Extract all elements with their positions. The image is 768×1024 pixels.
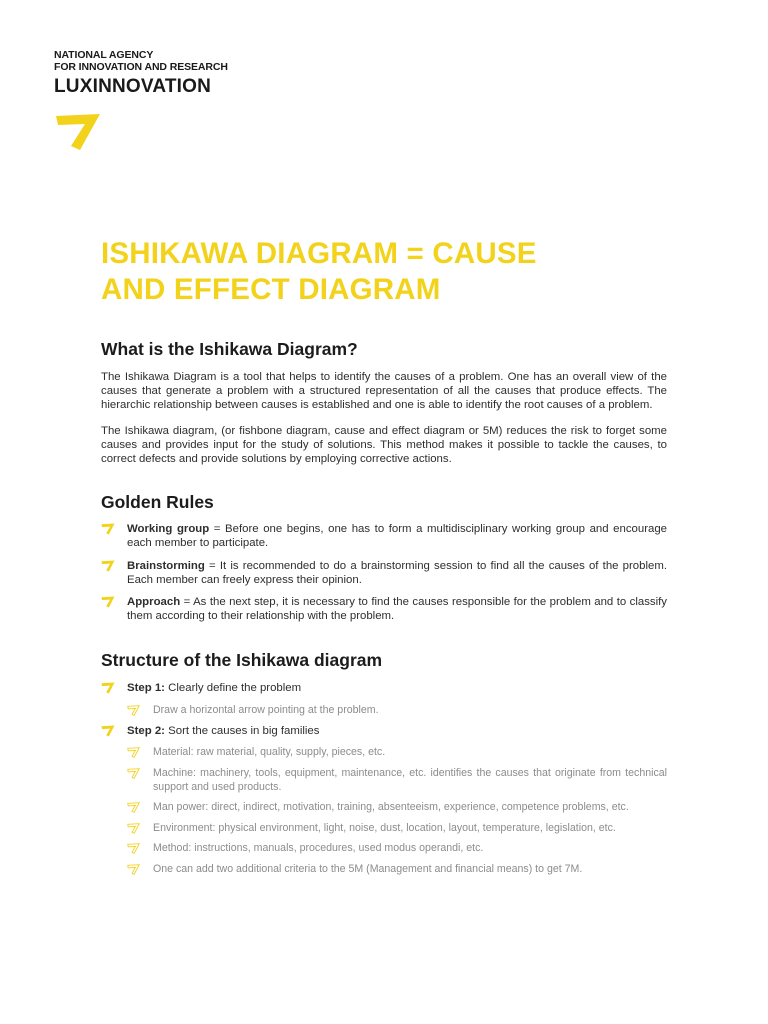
sub-item-text: Method: instructions, manuals, procedures, used modus operandi, etc. — [153, 842, 484, 855]
outline-arrow-bullet-icon — [127, 823, 140, 834]
sub-item-text: One can add two additional criteria to the 5M (Management and financial means) to get 7M. — [153, 863, 583, 875]
title-line-2: AND EFFECT DIAGRAM — [101, 273, 441, 306]
sub-item — [101, 704, 667, 718]
what-paragraph-2: The Ishikawa diagram, (or fishbone diagram, cause and effect diagram or 5M) reduces the risk to forget some causes and provides input for the study of solutions. This method makes it possible to tackle the causes, to correct defects and provide solutions by employing corrective actions. — [101, 424, 667, 466]
agency-logo — [54, 50, 228, 97]
sub-item-text: Environment: physical environment, light, noise, dust, location, layout, temperature, legislation, etc. — [153, 821, 616, 834]
step-2 — [101, 724, 667, 738]
sub-item — [101, 767, 667, 794]
yellow-arrow-bullet-icon — [101, 682, 115, 694]
luxinnovation-arrow-mark-icon — [54, 112, 102, 152]
step-label: Step 1: — [127, 682, 165, 695]
golden-rules-heading: Golden Rules — [101, 492, 214, 513]
sub-item-text: Material: raw material, quality, supply, pieces, etc. — [153, 746, 386, 759]
rule-term: Brainstorming — [127, 559, 205, 572]
brand-name: LUXINNOVATION — [54, 76, 212, 97]
step-1 — [101, 681, 667, 695]
agency-name-line1: NATIONAL AGENCY — [54, 49, 154, 61]
outline-arrow-bullet-icon — [127, 705, 140, 716]
rule-text: = It is recommended to do a brainstorming session to find all the causes of the problem. Each member can freely express their opinion. — [127, 559, 667, 586]
outline-arrow-bullet-icon — [127, 768, 140, 779]
yellow-arrow-bullet-icon — [101, 725, 115, 737]
content — [101, 338, 667, 884]
step-text: Sort the causes in big families — [164, 725, 320, 738]
outline-arrow-bullet-icon — [127, 864, 140, 875]
sub-item — [101, 863, 667, 877]
step-text: Clearly define the problem — [164, 682, 302, 695]
rule-term: Approach — [127, 596, 181, 609]
sub-item — [101, 822, 667, 836]
sub-item — [101, 801, 667, 815]
title-line-1: ISHIKAWA DIAGRAM = CAUSE — [101, 237, 537, 270]
outline-arrow-bullet-icon — [127, 747, 140, 758]
yellow-arrow-bullet-icon — [101, 523, 115, 535]
sub-item — [101, 842, 667, 856]
sub-item-text: Draw a horizontal arrow pointing at the problem. — [153, 703, 379, 716]
yellow-arrow-bullet-icon — [101, 560, 115, 572]
what-paragraph-1: The Ishikawa Diagram is a tool that helps to identify the causes of a problem. One has an overall view of the causes that generate a problem with a structured representation of all the causes that produce effects. The hierarchic relationship between causes is established and one is able to identify the root causes of a problem. — [101, 371, 667, 412]
rule-text: = Before one begins, one has to form a multidisciplinary working group and encourage each member to participate. — [127, 523, 668, 550]
what-heading: What is the Ishikawa Diagram? — [101, 339, 358, 359]
rule-term: Working group — [127, 523, 210, 536]
structure-heading: Structure of the Ishikawa diagram — [101, 650, 383, 671]
yellow-arrow-bullet-icon — [101, 596, 115, 608]
rule-item — [101, 559, 667, 587]
rule-item — [101, 522, 667, 550]
sub-item-text: Man power: direct, indirect, motivation, training, absenteeism, experience, competence problems, etc. — [153, 801, 629, 814]
rule-text: = As the next step, it is necessary to find the causes responsible for the problem and to classify them according to their relationship with the problem. — [127, 596, 667, 623]
step-label: Step 2: — [127, 725, 165, 738]
sub-item — [101, 746, 667, 760]
page-title — [101, 236, 661, 308]
outline-arrow-bullet-icon — [127, 843, 140, 854]
agency-name-line2: FOR INNOVATION AND RESEARCH — [54, 60, 228, 73]
sub-item-text: Machine: machinery, tools, equipment, maintenance, etc. identifies the causes that originate from technical support and used products. — [153, 767, 667, 793]
rule-item — [101, 595, 667, 623]
outline-arrow-bullet-icon — [127, 802, 140, 813]
